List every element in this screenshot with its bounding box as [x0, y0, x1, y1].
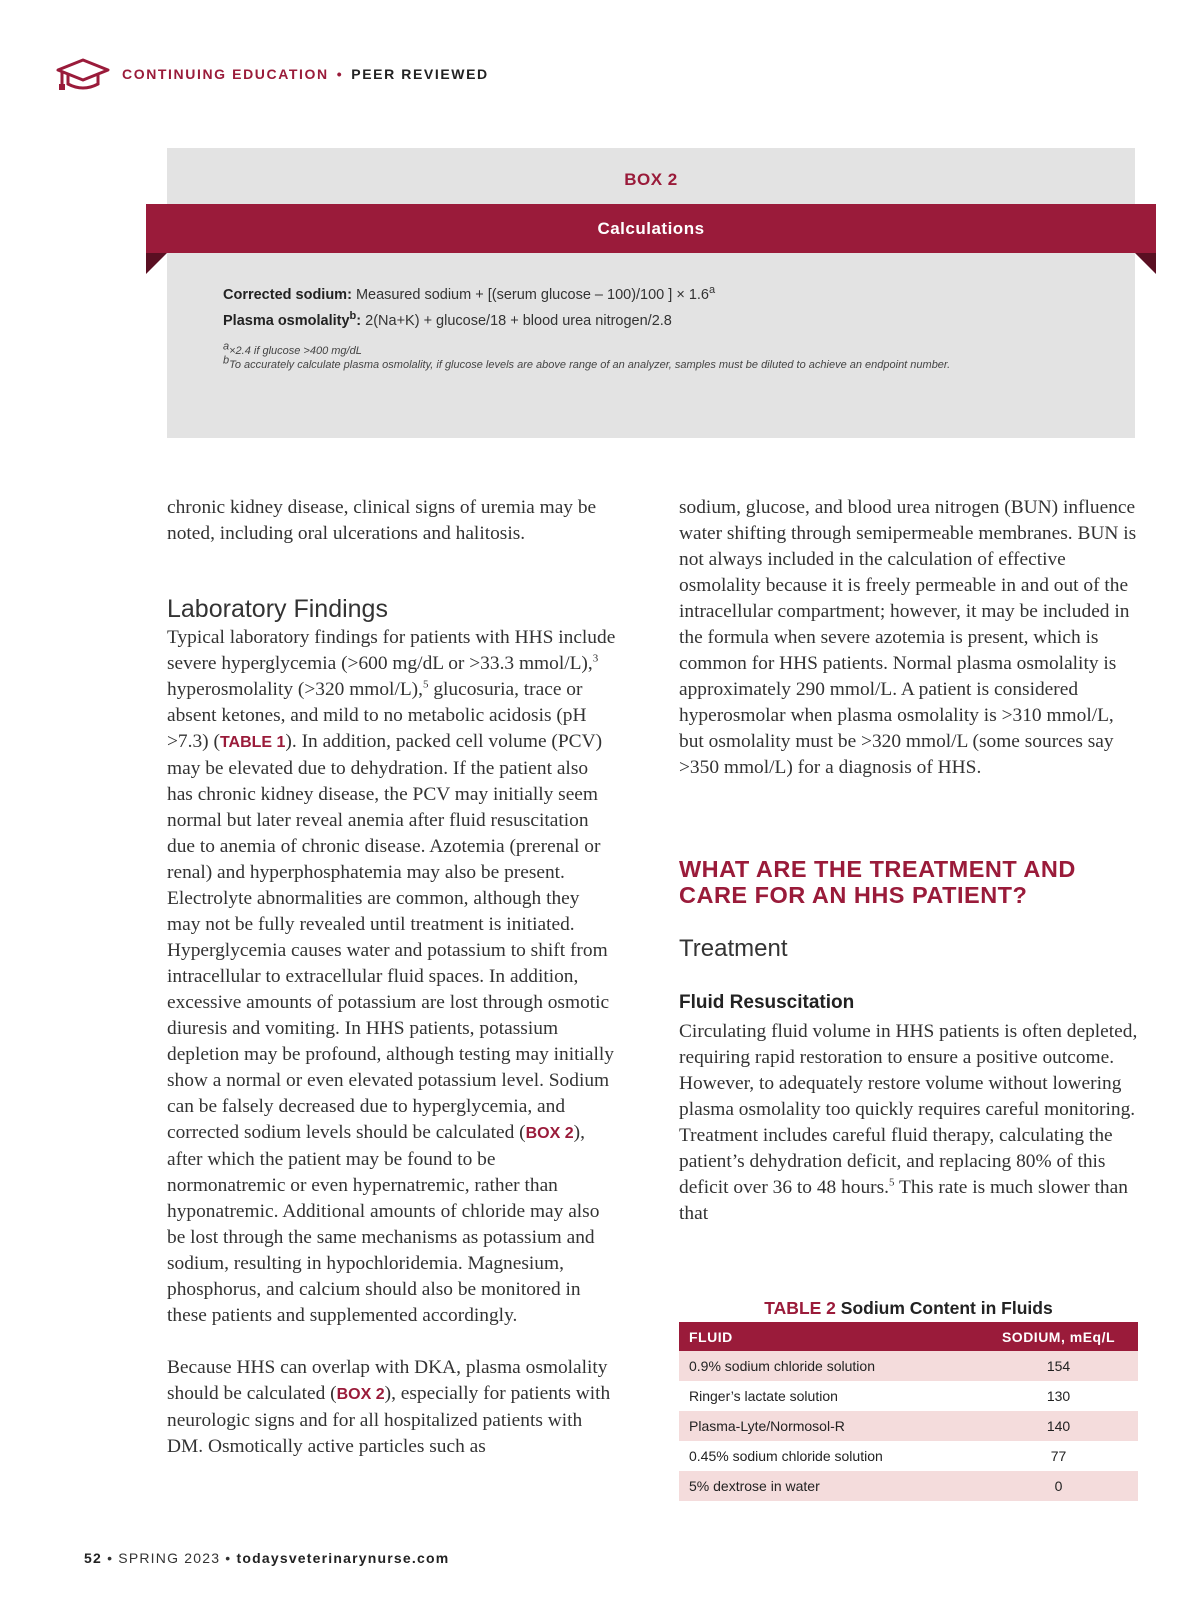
table-row: Plasma-Lyte/Normosol-R 140 [679, 1411, 1138, 1441]
website-label: todaysveterinarynurse.com [236, 1550, 450, 1566]
table-row: 0.9% sodium chloride solution 154 [679, 1351, 1138, 1381]
table-row: Ringer’s lactate solution 130 [689, 1388, 1071, 1404]
section-label: CONTINUING EDUCATION [122, 66, 329, 82]
peer-reviewed-label: PEER REVIEWED [351, 66, 489, 82]
box-label: BOX 2 [624, 170, 678, 189]
footnote-b: $^b$To accurately calculate plasma osmolality, if glucose levels are above range of an analyzer, samples must be diluted to achieve an endpoint number. [223, 354, 951, 371]
issue-label: SPRING 2023 [118, 1550, 221, 1566]
box-2-ref: BOX 2 [525, 1125, 574, 1142]
formula-corrected-sodium: Corrected sodium: Measured sodium + [(serum glucose – 100)/100 ] × 1.6$^a$ [223, 284, 716, 303]
table-2 [679, 1322, 1138, 1501]
page-number: 52 [84, 1550, 102, 1566]
page-footer: 52 • SPRING 2023 • todaysveterinarynurse.com [84, 1550, 450, 1566]
table-col-fluid: FLUID [689, 1328, 733, 1345]
box-2 [167, 148, 1135, 438]
heading-treatment: Treatment [679, 935, 788, 962]
heading-fluid-resuscitation: Fluid Resuscitation [679, 992, 855, 1013]
footnote-a: $^a$×2.4 if glucose >400 mg/dL [223, 340, 362, 357]
col1-body [167, 625, 617, 1460]
heading-laboratory-findings: Laboratory Findings [167, 595, 388, 623]
table-row: 5% dextrose in water 0 [679, 1471, 1138, 1501]
box-title-ribbon: Calculations [146, 204, 1156, 253]
col1-intro: chronic kidney disease, clinical signs of uremia may be noted, including oral ulcerations and halitosis. [167, 497, 597, 544]
table-1-ref: TABLE 1 [219, 734, 286, 751]
table-2-title: TABLE 2 Sodium Content in Fluids [764, 1298, 1053, 1318]
col2-paragraph-2: Circulating fluid volume in HHS patients is often depleted, requiring rapid restoration to ensure a positive outcome. However, to adequately restore volume without lowering plasma osmolality too quickly requires careful monitoring. Treatment includes careful fluid therapy, calculating the patient’s dehydration deficit, and replacing 80% of this deficit over 36 to 48 hours.$^5$ This rate is much slower than that [679, 1021, 1138, 1224]
col1-paragraph-2: Because HHS can overlap with DKA, plasma osmolality should be calculated (BOX 2), especially for patients with neurologic signs and for all hospitalized patients with DM. Osmotically active particles such as [167, 1357, 611, 1457]
formula-plasma-osmolality: Plasma osmolality$^b$: 2(Na+K) + glucose/18 + blood urea nitrogen/2.8 [223, 310, 672, 329]
header-separator: • [336, 66, 344, 82]
box-2-ref: BOX 2 [336, 1386, 385, 1403]
table-row: 0.45% sodium chloride solution 77 [689, 1448, 1067, 1464]
col1-paragraph-1: Typical laboratory findings for patients with HHS include severe hyperglycemia (>600 mg/dL or >33.3 mmol/L),$^3$ hyperosmolality (>320 mmol/L),$^5$ glucosuria, trace or absent ketones, and mild to no metabolic acidosis (pH >7.3) (TABLE 1). In addition, packed cell volume (PCV) may be elevated due to dehydration. If the patient also has chronic kidney disease, the PCV may initially seem normal but later reveal anemia after fluid resuscitation due to anemia of chronic disease. Azotemia (prerenal or renal) and hyperphosphatemia may also be present. Electrolyte abnormalities are common, although they may not be fully revealed until treatment is initiated. Hyperglycemia causes water and potassium to shift from intracellular to extracellular fluid spaces. In addition, excessive amounts of potassium are lost through osmotic diuresis and vomiting. In HHS patients, potassium depletion may be profound, although testing may initially show a normal or even elevated potassium level. Sodium can be falsely decreased due to hyperglycemia, and corrected sodium levels should be calculated (BOX 2), after which the patient may be found to be normonatremic or even hypernatremic, rather than hyponatremic. Additional amounts of chloride may also be lost through the same mechanisms as potassium and sodium, resulting in hypochloridemia. Magnesium, phosphorus, and calcium should also be monitored in these patients and supplemented accordingly. [167, 627, 616, 1326]
table-col-sodium: SODIUM, mEq/L [1001, 1328, 1116, 1345]
page-header [56, 56, 489, 92]
ribbon-fold-right [1135, 253, 1156, 274]
col2-paragraph-1: sodium, glucose, and blood urea nitrogen (BUN) influence water shifting through semipermeable membranes. BUN is not always included in the calculation of effective osmolality because it is freely permeable in and out of the intracellular compartment; however, it may be included in the formula when severe azotemia is present, which is common for HHS patients. Normal plasma osmolality is approximately 290 mmol/L. A patient is considered hyperosmolar when plasma osmolality is >310 mmol/L, but osmolality must be >320 mmol/L (some sources say >350 mmol/L) for a diagnosis of HHS. [679, 497, 1137, 778]
heading-treatment-question: WHAT ARE THE TREATMENT AND CARE FOR AN HHS PATIENT? [679, 856, 1076, 908]
graduation-cap-icon [56, 56, 110, 92]
table-header [679, 1322, 1138, 1351]
ribbon-fold-left [146, 253, 167, 274]
